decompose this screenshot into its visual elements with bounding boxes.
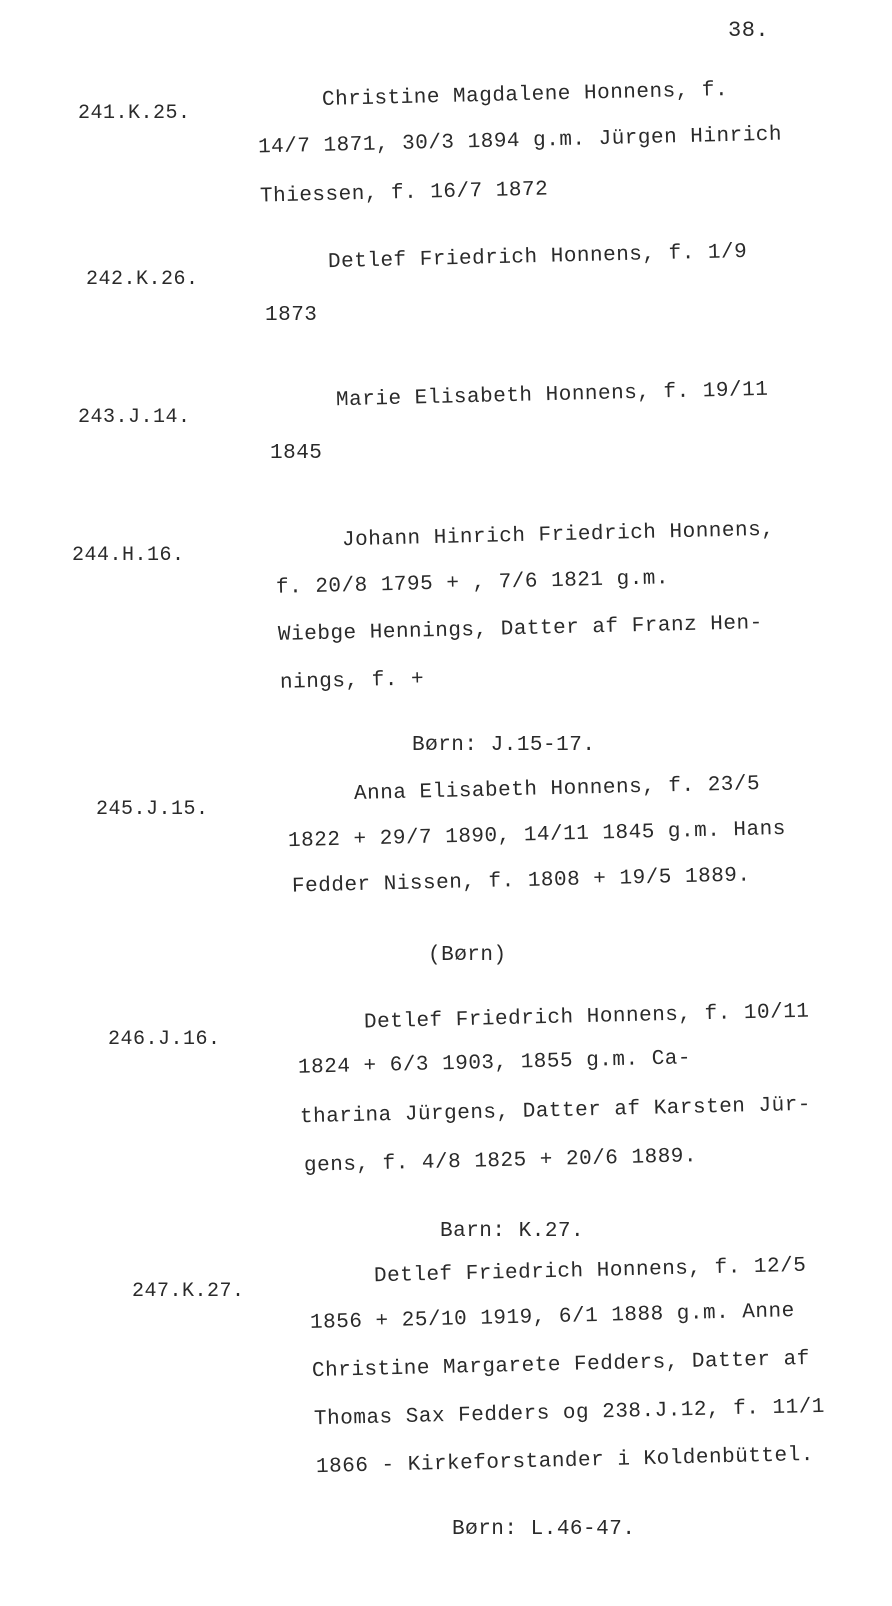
entry-247-children: Børn: L.46-47. <box>452 1518 636 1541</box>
entry-245-line-1: Anna Elisabeth Honnens, f. 23/5 <box>353 773 761 806</box>
entry-246-children: Barn: K.27. <box>440 1220 585 1243</box>
entry-id-241: 241.K.25. <box>78 102 191 125</box>
entry-242-line-1: Detlef Friedrich Honnens, f. 1/9 <box>327 240 748 275</box>
entry-id-243: 243.J.14. <box>78 406 191 429</box>
entry-246-line-2: 1824 + 6/3 1903, 1855 g.m. Ca- <box>297 1047 692 1080</box>
entry-247-line-5: 1866 - Kirkeforstander i Koldenbüttel. <box>315 1443 815 1480</box>
entry-244-line-1: Johann Hinrich Friedrich Honnens, <box>341 518 775 553</box>
entry-247-line-4: Thomas Sax Fedders og 238.J.12, f. 11/1 <box>313 1395 826 1432</box>
entry-241-line-2: 14/7 1871, 30/3 1894 g.m. Jürgen Hinrich <box>257 123 783 160</box>
entry-id-244: 244.H.16. <box>72 544 185 567</box>
entry-243-line-1: Marie Elisabeth Honnens, f. 19/11 <box>335 378 769 413</box>
entry-246-line-1: Detlef Friedrich Honnens, f. 10/11 <box>363 1000 810 1035</box>
entry-245-line-3: Fedder Nissen, f. 1808 + 19/5 1889. <box>291 864 751 899</box>
entry-242-line-2: 1873 <box>265 304 318 327</box>
entry-id-245: 245.J.15. <box>96 798 209 821</box>
entry-id-242: 242.K.26. <box>86 268 199 291</box>
entry-241-line-1: Christine Magdalene Honnens, f. <box>321 79 729 112</box>
entry-246-line-3: tharina Jürgens, Datter af Karsten Jür- <box>299 1093 812 1130</box>
entry-247-line-3: Christine Margarete Fedders, Datter af <box>311 1347 811 1384</box>
entry-id-247: 247.K.27. <box>132 1280 245 1303</box>
entry-244-line-4: nings, f. + <box>279 668 425 695</box>
entry-244-children: Børn: J.15-17. <box>412 734 596 757</box>
entry-243-line-2: 1845 <box>270 442 323 465</box>
page-number: 38. <box>728 18 770 43</box>
entry-id-246: 246.J.16. <box>108 1028 221 1051</box>
entry-244-line-2: f. 20/8 1795 + , 7/6 1821 g.m. <box>275 567 670 600</box>
entry-241-line-3: Thiessen, f. 16/7 1872 <box>259 178 549 209</box>
entry-245-line-2: 1822 + 29/7 1890, 14/11 1845 g.m. Hans <box>287 817 787 854</box>
entry-247-line-2: 1856 + 25/10 1919, 6/1 1888 g.m. Anne <box>309 1300 795 1335</box>
entry-247-line-1: Detlef Friedrich Honnens, f. 12/5 <box>373 1254 807 1289</box>
entry-244-line-3: Wiebge Hennings, Datter af Franz Hen- <box>277 612 763 647</box>
entry-245-children: (Børn) <box>428 944 507 967</box>
entry-246-line-4: gens, f. 4/8 1825 + 20/6 1889. <box>303 1145 698 1178</box>
